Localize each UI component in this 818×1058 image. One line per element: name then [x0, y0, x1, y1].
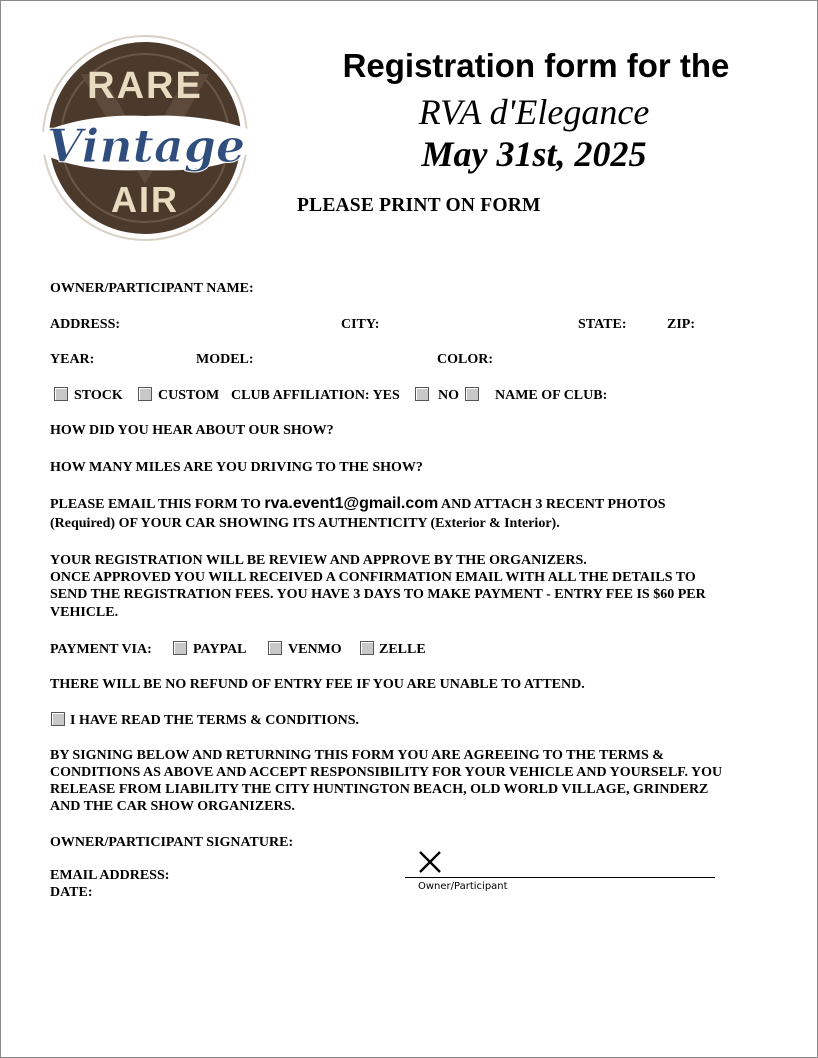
- club-no-label: NO: [438, 388, 459, 403]
- club-name-label: NAME OF CLUB:: [495, 388, 608, 403]
- terms-checkbox[interactable]: [51, 712, 65, 726]
- logo-rare-text: RARE: [87, 65, 203, 107]
- club-yes-checkbox[interactable]: [415, 387, 429, 401]
- year-label: YEAR:: [50, 352, 95, 367]
- print-note: PLEASE PRINT ON FORM: [297, 195, 541, 216]
- date-label: DATE:: [50, 885, 93, 900]
- paypal-label: PAYPAL: [193, 642, 247, 657]
- event-name: RVA d'Elegance: [418, 92, 650, 132]
- email-address-label: EMAIL ADDRESS:: [50, 868, 170, 883]
- review-line1: YOUR REGISTRATION WILL BE REVIEW AND APPROVE BY THE ORGANIZERS.: [50, 553, 587, 568]
- venmo-checkbox[interactable]: [268, 641, 282, 655]
- logo-air-text: AIR: [111, 179, 179, 220]
- logo-vintage-text: Vintage: [46, 119, 246, 173]
- payment-label: PAYMENT VIA:: [50, 642, 152, 657]
- x-mark-icon: [417, 849, 443, 875]
- contact-email-link[interactable]: rva.event1@gmail.com: [264, 495, 439, 512]
- terms-label: I HAVE READ THE TERMS & CONDITIONS.: [70, 713, 360, 728]
- zip-label: ZIP:: [667, 317, 695, 332]
- custom-label: CUSTOM: [158, 388, 220, 403]
- miles-label: HOW MANY MILES ARE YOU DRIVING TO THE SHOW?: [50, 460, 423, 475]
- refund-note: THERE WILL BE NO REFUND OF ENTRY FEE IF YOU ARE UNABLE TO ATTEND.: [50, 677, 585, 692]
- agreement-line1: BY SIGNING BELOW AND RETURNING THIS FORM YOU ARE AGREEING TO THE TERMS &: [50, 748, 664, 763]
- color-label: COLOR:: [437, 352, 493, 367]
- model-label: MODEL:: [196, 352, 254, 367]
- how-heard-label: HOW DID YOU HEAR ABOUT OUR SHOW?: [50, 423, 334, 438]
- custom-checkbox[interactable]: [138, 387, 152, 401]
- agreement-line2: CONDITIONS AS ABOVE AND ACCEPT RESPONSIBILITY FOR YOUR VEHICLE AND YOURSELF. YOU: [50, 765, 723, 780]
- signature-label: OWNER/PARTICIPANT SIGNATURE:: [50, 835, 294, 850]
- event-date: May 31st, 2025: [421, 134, 647, 174]
- club-affiliation-label: CLUB AFFILIATION: YES: [231, 388, 400, 403]
- email-instructions-line1: [50, 495, 666, 513]
- signature-caption: Owner/Participant: [418, 881, 508, 892]
- signature-line[interactable]: [405, 877, 715, 878]
- email-instructions-line2: (Required) OF YOUR CAR SHOWING ITS AUTHENTICITY (Exterior & Interior).: [50, 516, 560, 531]
- owner-name-label: OWNER/PARTICIPANT NAME:: [50, 281, 254, 296]
- email-instructions-prefix: PLEASE EMAIL THIS FORM TO: [50, 497, 265, 512]
- zelle-label: ZELLE: [379, 642, 426, 657]
- paypal-checkbox[interactable]: [173, 641, 187, 655]
- agreement-line4: AND THE CAR SHOW ORGANIZERS.: [50, 799, 295, 814]
- stock-label: STOCK: [74, 388, 123, 403]
- agreement-line3: RELEASE FROM LIABILITY THE CITY HUNTINGTON BEACH, OLD WORLD VILLAGE, GRINDERZ: [50, 782, 709, 797]
- zelle-checkbox[interactable]: [360, 641, 374, 655]
- form-title: Registration form for the: [342, 47, 730, 84]
- review-line3: SEND THE REGISTRATION FEES. YOU HAVE 3 DAYS TO MAKE PAYMENT - ENTRY FEE IS $60 PER: [50, 587, 706, 602]
- rare-vintage-air-logo: [19, 34, 271, 242]
- email-instructions-suffix: AND ATTACH 3 RECENT PHOTOS: [438, 497, 666, 512]
- venmo-label: VENMO: [288, 642, 342, 657]
- club-no-checkbox[interactable]: [465, 387, 479, 401]
- city-label: CITY:: [341, 317, 380, 332]
- stock-checkbox[interactable]: [54, 387, 68, 401]
- review-line4: VEHICLE.: [50, 605, 119, 620]
- address-label: ADDRESS:: [50, 317, 121, 332]
- state-label: STATE:: [578, 317, 627, 332]
- review-line2: ONCE APPROVED YOU WILL RECEIVED A CONFIRMATION EMAIL WITH ALL THE DETAILS TO: [50, 570, 696, 585]
